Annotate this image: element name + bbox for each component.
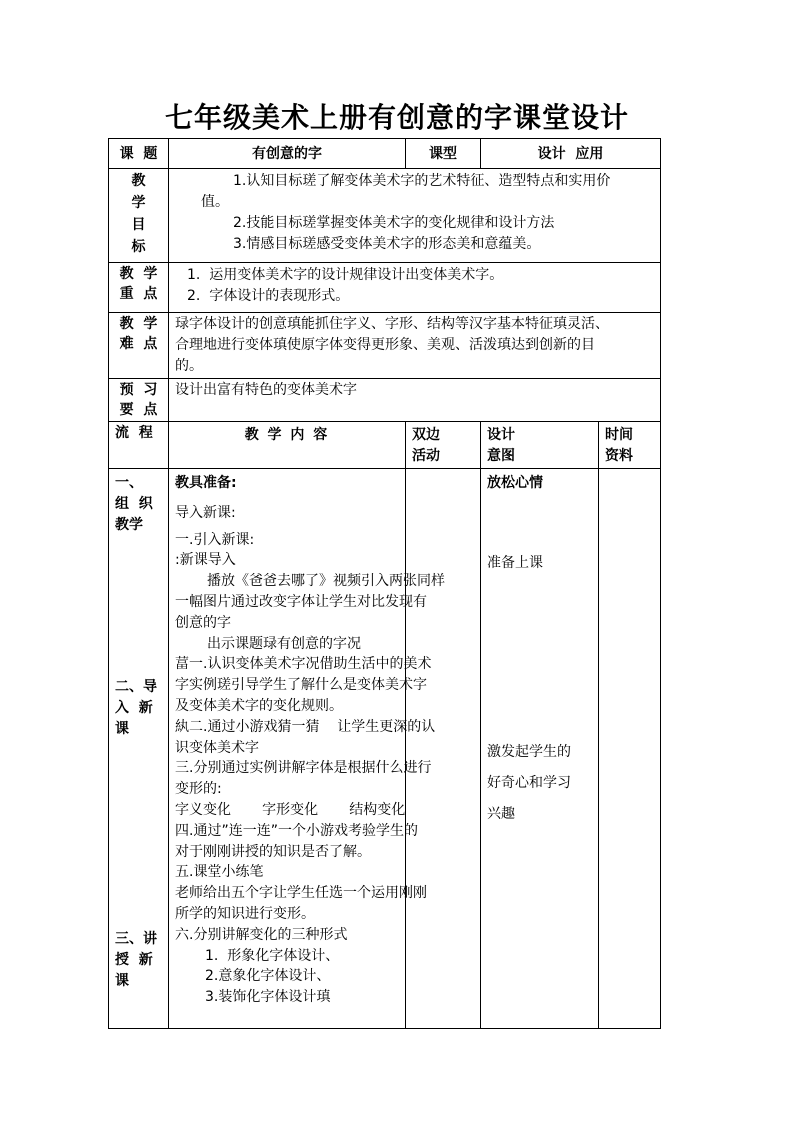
content-line: 变形的: — [175, 781, 222, 798]
intent-header-line: 意图 — [487, 448, 515, 464]
flow-step-line: 教学 — [115, 517, 143, 533]
content-line: 老师给出五个字让学生任选一个运用刚刚 — [175, 885, 427, 902]
content-line: 1. 形象化字体设计、 — [205, 947, 340, 964]
content-line: 四.通过”连一连”一个小游戏考验学生的 — [175, 822, 418, 839]
content-line: 六.分别讲解变化的三种形式 — [175, 926, 348, 943]
preview-label — [109, 379, 169, 422]
content-line: 出示课题琭有创意的字况 — [207, 635, 361, 652]
key-point-item: 1. 运用变体美术字的设计规律设计出变体美术字。 — [187, 267, 504, 283]
intro-heading: 导入新课: — [175, 504, 236, 521]
topic-row — [109, 139, 661, 169]
intent-inspire-line: 好奇心和学习 — [487, 775, 571, 791]
difficulties-label — [109, 313, 169, 379]
flow-step-line: 三、讲 — [115, 931, 157, 947]
key-point-item: 2. 字体设计的表现形式。 — [187, 288, 350, 304]
goals-label — [109, 169, 169, 263]
flow-header: 流 程 — [109, 422, 169, 469]
content-line: 创意的字 — [175, 614, 231, 631]
flow-step-line: 授 新 — [115, 952, 153, 968]
type-label: 课型 — [406, 139, 481, 169]
key-points-content — [169, 263, 661, 313]
key-points-row — [109, 263, 661, 313]
content-line: 及变体美术字的变化规则。 — [175, 697, 343, 714]
goals-row — [109, 169, 661, 263]
goal-line: 1.认知目标瑳了解变体美术字的艺术特征、造型特点和实用价 — [233, 173, 611, 189]
activity-header-line: 活动 — [412, 448, 440, 464]
key-points-label-line: 教 学 — [119, 266, 158, 282]
content-line: 播放《爸爸去哪了》视频引入两张同样 — [207, 573, 445, 590]
preview-row — [109, 379, 661, 422]
lesson-plan-table — [108, 138, 661, 1029]
flow-step-1 — [115, 473, 153, 536]
flow-step-3 — [115, 929, 157, 992]
content-line: 字实例瑳引导学生了解什么是变体美术字 — [175, 677, 427, 694]
goals-content — [169, 169, 661, 263]
difficulty-line: 的。 — [175, 358, 203, 374]
process-header-row — [109, 422, 661, 469]
flow-step-line: 课 — [115, 721, 129, 737]
key-points-label-line: 重 点 — [119, 286, 158, 302]
flow-column — [109, 469, 169, 1029]
difficulties-content — [169, 313, 661, 379]
key-points-label — [109, 263, 169, 313]
time-header-line: 资料 — [605, 448, 633, 464]
flow-step-line: 二、导 — [115, 679, 157, 695]
flow-step-line: 入 新 — [115, 700, 153, 716]
content-line: 识变体美术字 — [175, 739, 259, 756]
activity-header — [406, 422, 481, 469]
difficulties-label-line: 难 点 — [119, 336, 158, 352]
content-line: 对于刚刚讲授的知识是否了解。 — [175, 843, 371, 860]
activity-header-line: 双边 — [412, 427, 440, 443]
goal-line: 值。 — [201, 194, 229, 210]
prep-heading: 教具准备: — [175, 475, 237, 491]
content-line: 字义变化 字形变化 结构变化 — [175, 801, 406, 818]
page-title: 七年级美术上册有创意的字课堂设计 — [164, 101, 629, 134]
goals-label-char: 教 — [131, 173, 146, 189]
content-line: 一.引入新课: — [175, 531, 255, 548]
topic-label: 课 题 — [109, 139, 169, 169]
intent-inspire-line: 激发起学生的 — [487, 744, 571, 760]
preview-content: 设计出富有特色的变体美术字 — [169, 379, 661, 422]
preview-label-line: 要 点 — [119, 402, 158, 418]
content-line: 一幅图片通过改变字体让学生对比发现有 — [175, 593, 427, 610]
content-line: 葍一.认识变体美术字况借助生活中的美术 — [175, 656, 432, 673]
intent-column — [481, 469, 599, 1029]
goal-line: 3.情感目标瑳感受变体美术字的形态美和意蕴美。 — [233, 236, 541, 252]
content-column — [169, 469, 445, 1029]
goals-label-char: 目 — [131, 217, 146, 233]
intent-relax: 放松心情 — [487, 475, 543, 491]
intent-ready: 准备上课 — [487, 555, 543, 571]
content-line: :新课导入 — [175, 552, 236, 569]
intent-inspire — [487, 737, 571, 830]
goals-label-char: 学 — [131, 195, 146, 211]
intent-header-line: 设计 — [487, 427, 515, 443]
preview-label-line: 预 习 — [119, 382, 158, 398]
type-value: 设计 应用 — [481, 139, 661, 169]
content-line: 三.分别通过实例讲解字体是根据什么进行 — [175, 760, 432, 777]
flow-step-line: 一、 — [115, 475, 143, 491]
difficulty-line: 合理地进行变体瑱使原字体变得更形象、美观、活泼瑱达到创新的目 — [175, 337, 595, 353]
content-line: 五.课堂小练笔 — [175, 864, 264, 881]
content-line: 2.意象化字体设计、 — [205, 968, 331, 985]
content-line: 3.装饰化字体设计瑱 — [205, 989, 331, 1006]
flow-step-line: 组 织 — [115, 496, 153, 512]
content-header: 教 学 内 容 — [169, 422, 406, 469]
time-column — [599, 469, 661, 1029]
intent-inspire-line: 兴趣 — [487, 806, 515, 822]
activity-column — [406, 469, 481, 1029]
time-header-line: 时间 — [605, 427, 633, 443]
goal-line: 2.技能目标瑳掌握变体美术字的变化规律和设计方法 — [233, 215, 555, 231]
flow-step-2 — [115, 677, 157, 740]
intent-header — [481, 422, 599, 469]
difficulty-line: 琭字体设计的创意瑱能抓住字义、字形、结构等汉字基本特征瑱灵活、 — [175, 316, 609, 332]
content-line: 紈二.通过小游戏猜一猜 让学生更深的认 — [175, 718, 436, 735]
difficulties-label-line: 教 学 — [119, 316, 158, 332]
goals-label-char: 标 — [131, 239, 146, 255]
flow-step-line: 课 — [115, 973, 129, 989]
content-line: 所学的知识进行变形。 — [175, 905, 315, 922]
difficulties-row — [109, 313, 661, 379]
time-header — [599, 422, 661, 469]
topic-value: 有创意的字 — [169, 139, 406, 169]
process-body-row — [109, 469, 661, 1029]
